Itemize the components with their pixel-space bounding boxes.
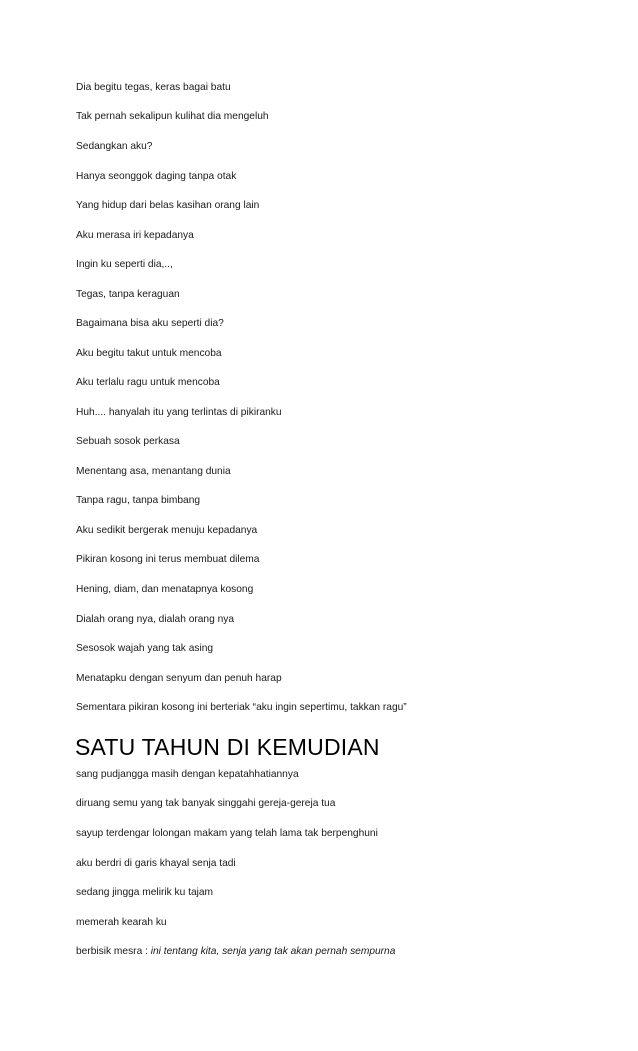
poem-line: Aku merasa iri kepadanya (76, 230, 194, 241)
poem-line: Dialah orang nya, dialah orang nya (76, 614, 235, 625)
poem-line: sayup terdengar lolongan makam yang telah lama tak berpenghuni (76, 828, 378, 839)
poem-line: Sedangkan aku? (76, 141, 153, 152)
poem-line: Sementara pikiran kosong ini berteriak “aku ingin sepertimu, takkan ragu” (76, 702, 407, 713)
poem-line: Tegas, tanpa keraguan (76, 289, 180, 300)
poem-line: sang pudjangga masih dengan kepatahhatiannya (76, 769, 299, 780)
poem-line: Aku begitu takut untuk mencoba (76, 348, 222, 359)
last-line-italic: ini tentang kita, senja yang tak akan pernah sempurna (150, 946, 396, 957)
poem-line: Hanya seonggok daging tanpa otak (76, 171, 237, 182)
poem-line: Pikiran kosong ini terus membuat dilema (76, 554, 260, 565)
section-heading: SATU TAHUN DI KEMUDIAN (75, 734, 380, 760)
poem-line: sedang jingga melirik ku tajam (76, 887, 214, 898)
poem-line: Sesosok wajah yang tak asing (76, 643, 214, 654)
poem-line: Menentang asa, menantang dunia (76, 466, 231, 477)
poem-line: Sebuah sosok perkasa (76, 436, 180, 447)
poem-line: Tanpa ragu, tanpa bimbang (76, 495, 201, 506)
poem-line-last (76, 945, 395, 958)
poem-line: diruang semu yang tak banyak singgahi gereja-gereja tua (76, 798, 336, 809)
poem-line: Tak pernah sekalipun kulihat dia mengeluh (76, 111, 269, 122)
poem-line: Ingin ku seperti dia,.., (76, 259, 173, 270)
last-line-prefix: berbisik mesra : (76, 946, 151, 957)
poem-line: Huh.... hanyalah itu yang terlintas di pikiranku (76, 407, 282, 418)
poem-line: Aku terlalu ragu untuk mencoba (76, 377, 220, 388)
poem-line: Yang hidup dari belas kasihan orang lain (76, 200, 260, 211)
poem-line: Aku sedikit bergerak menuju kepadanya (76, 525, 258, 536)
poem-line: aku berdri di garis khayal senja tadi (76, 858, 236, 869)
poem-line: Hening, diam, dan menatapnya kosong (76, 584, 254, 595)
poem-line: Dia begitu tegas, keras bagai batu (76, 82, 231, 93)
poem-line: Menatapku dengan senyum dan penuh harap (76, 673, 282, 684)
poem-line: memerah kearah ku (76, 917, 167, 928)
poem-line: Bagaimana bisa aku seperti dia? (76, 318, 224, 329)
